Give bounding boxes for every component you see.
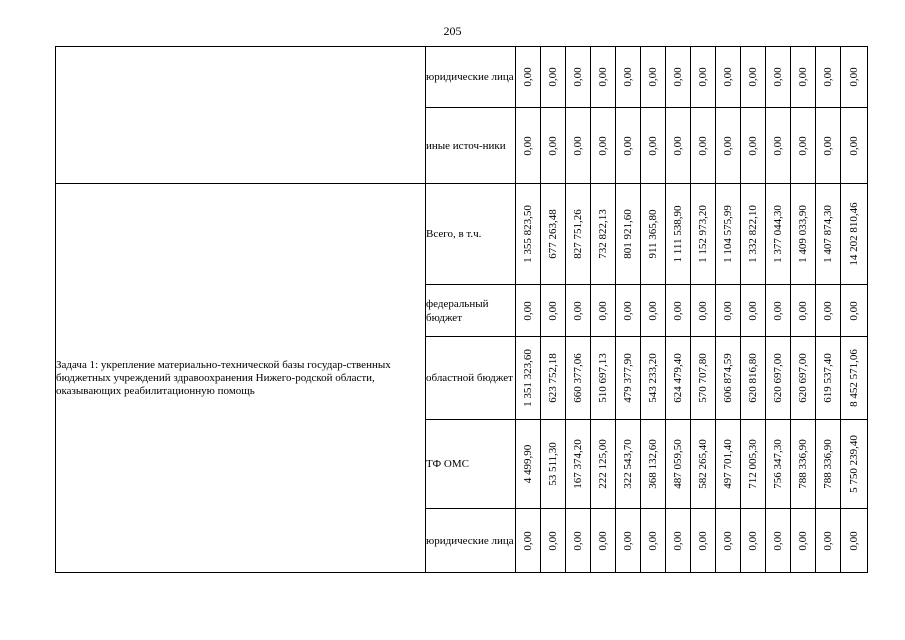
value-text: 0,00 [697,530,709,551]
value-text: 0,00 [797,67,809,87]
value-text: 0,00 [647,530,659,551]
value-cell [516,420,541,509]
value-cell [791,509,816,573]
value-text: 0,00 [797,135,809,156]
value-text: 0,00 [672,530,684,551]
value-cell [591,509,616,573]
value-text: 620 816,80 [747,353,759,403]
value-text: 0,00 [672,300,684,321]
value-text: 5 750 239,40 [848,435,860,493]
task-description: Задача 1: укрепление материально-технической базы государ-ственных бюджетных учреждений здравоохранения Нижего-родской области, оказывающих реабилитационную помощь [56,184,426,573]
value-cell [666,184,691,285]
value-text: 620 697,00 [772,353,784,403]
value-cell [641,420,666,509]
value-text: 167 374,20 [572,439,584,489]
value-cell [541,47,566,108]
value-cell [566,184,591,285]
value-cell [616,47,641,108]
value-text: 0,00 [797,530,809,551]
value-text: 510 697,13 [597,353,609,403]
value-cell [791,184,816,285]
value-cell [816,184,841,285]
value-text: 479 377,90 [622,353,634,403]
value-cell [766,47,791,108]
value-text: 0,00 [622,530,634,551]
value-cell [741,509,766,573]
value-cell [641,47,666,108]
value-cell [616,184,641,285]
value-cell [716,337,741,420]
value-text: 0,00 [822,530,834,551]
value-cell [816,108,841,184]
value-text: 1 332 822,10 [747,205,759,263]
value-text: 14 202 810,46 [848,202,860,266]
value-cell [541,108,566,184]
value-cell [516,184,541,285]
value-cell [591,47,616,108]
value-text: 0,00 [522,530,534,551]
value-text: 0,00 [597,135,609,156]
value-text: 0,00 [797,300,809,321]
value-text: 0,00 [822,67,834,87]
value-text: 0,00 [697,135,709,156]
value-cell [741,337,766,420]
value-cell [666,509,691,573]
value-text: 1 409 033,90 [797,205,809,263]
value-cell [716,509,741,573]
value-cell [841,47,868,108]
value-cell [766,285,791,337]
value-cell [691,285,716,337]
value-cell [741,184,766,285]
value-cell [591,184,616,285]
value-text: 0,00 [547,530,559,551]
value-text: 8 452 571,06 [848,349,860,407]
value-cell [691,420,716,509]
value-text: 487 059,50 [672,439,684,489]
value-cell [516,285,541,337]
value-text: 0,00 [547,67,559,87]
value-text: 4 499,90 [522,444,534,484]
value-text: 1 355 823,50 [522,205,534,263]
value-cell [666,337,691,420]
value-text: 322 543,70 [622,439,634,489]
value-cell [766,108,791,184]
value-cell [841,420,868,509]
value-cell [766,337,791,420]
value-text: 624 479,40 [672,353,684,403]
value-cell [691,509,716,573]
value-cell [641,108,666,184]
value-text: 0,00 [572,300,584,321]
value-text: 788 336,90 [822,439,834,489]
value-text: 623 752,18 [547,353,559,403]
table-row [56,184,868,285]
value-cell [641,285,666,337]
value-text: 0,00 [747,67,759,87]
value-cell [541,509,566,573]
value-cell [516,509,541,573]
value-cell [566,108,591,184]
value-cell [641,509,666,573]
value-cell [541,337,566,420]
funding-source-label: областной бюджет [426,337,516,420]
value-text: 660 377,06 [572,353,584,403]
funding-source-label: иные источ-ники [426,108,516,184]
value-text: 0,00 [772,530,784,551]
value-text: 1 152 973,20 [697,205,709,263]
value-text: 1 351 323,60 [522,349,534,407]
value-text: 0,00 [597,530,609,551]
value-cell [566,509,591,573]
value-text: 827 751,26 [572,209,584,259]
value-text: 0,00 [697,300,709,321]
value-text: 911 365,80 [647,209,659,259]
value-cell [566,285,591,337]
value-cell [541,420,566,509]
value-cell [816,509,841,573]
value-cell [516,337,541,420]
value-cell [691,47,716,108]
value-text: 620 697,00 [797,353,809,403]
value-cell [516,47,541,108]
value-text: 606 874,59 [722,353,734,403]
value-cell [641,337,666,420]
value-text: 619 537,40 [822,353,834,403]
value-cell [566,420,591,509]
value-cell [566,337,591,420]
value-cell [791,108,816,184]
funding-source-label: Всего, в т.ч. [426,184,516,285]
value-cell [841,509,868,573]
value-text: 570 707,80 [697,353,709,403]
value-text: 0,00 [722,67,734,87]
value-text: 0,00 [848,67,860,87]
value-cell [716,108,741,184]
value-cell [791,337,816,420]
value-cell [541,285,566,337]
value-text: 677 263,48 [547,209,559,259]
value-cell [616,108,641,184]
value-cell [616,420,641,509]
value-text: 0,00 [722,135,734,156]
value-cell [716,285,741,337]
value-cell [816,47,841,108]
value-text: 0,00 [647,300,659,321]
value-text: 0,00 [722,530,734,551]
value-text: 0,00 [772,67,784,87]
table-body [56,47,868,573]
value-text: 0,00 [622,300,634,321]
value-cell [591,108,616,184]
value-text: 0,00 [597,300,609,321]
value-text: 0,00 [647,135,659,156]
value-cell [766,420,791,509]
funding-source-label: ТФ ОМС [426,420,516,509]
value-text: 0,00 [848,300,860,321]
value-text: 497 701,40 [722,439,734,489]
value-text: 582 265,40 [697,439,709,489]
value-text: 0,00 [547,300,559,321]
value-cell [616,337,641,420]
value-text: 222 125,00 [597,439,609,489]
table-row [56,47,868,108]
value-cell [741,108,766,184]
value-text: 756 347,30 [772,439,784,489]
funding-source-label: юридические лица [426,509,516,573]
value-text: 0,00 [772,135,784,156]
value-text: 0,00 [572,530,584,551]
funding-source-label: федеральный бюджет [426,285,516,337]
value-text: 0,00 [672,67,684,87]
value-text: 0,00 [747,135,759,156]
empty-description-cell [56,47,426,184]
value-cell [741,285,766,337]
value-cell [541,184,566,285]
value-text: 0,00 [848,135,860,156]
value-text: 1 104 575,99 [722,205,734,263]
value-cell [766,509,791,573]
value-text: 0,00 [772,300,784,321]
value-text: 801 921,60 [622,209,634,259]
value-text: 0,00 [747,530,759,551]
page-number: 205 [443,24,462,38]
value-cell [841,285,868,337]
value-text: 0,00 [522,135,534,156]
value-text: 1 111 538,90 [672,205,684,263]
value-text: 368 132,60 [647,439,659,489]
value-cell [841,184,868,285]
value-cell [691,337,716,420]
value-cell [666,285,691,337]
value-cell [666,108,691,184]
value-text: 0,00 [572,135,584,156]
value-cell [691,108,716,184]
value-text: 0,00 [848,530,860,551]
value-text: 0,00 [622,135,634,156]
budget-table [55,46,868,573]
value-cell [516,108,541,184]
value-cell [591,285,616,337]
value-text: 0,00 [572,67,584,87]
value-cell [666,47,691,108]
value-text: 0,00 [672,135,684,156]
value-text: 788 336,90 [797,439,809,489]
value-cell [716,420,741,509]
value-cell [591,337,616,420]
value-cell [816,420,841,509]
funding-source-label: юридические лица [426,47,516,108]
value-cell [741,420,766,509]
value-text: 0,00 [822,135,834,156]
value-cell [816,337,841,420]
value-cell [766,184,791,285]
value-cell [641,184,666,285]
value-text: 1 377 044,30 [772,205,784,263]
value-cell [616,509,641,573]
value-text: 543 233,20 [647,353,659,403]
value-text: 0,00 [522,300,534,321]
value-text: 0,00 [697,67,709,87]
value-cell [716,184,741,285]
value-cell [741,47,766,108]
value-cell [691,184,716,285]
value-text: 0,00 [822,300,834,321]
value-text: 0,00 [547,135,559,156]
value-cell [791,420,816,509]
value-cell [816,285,841,337]
value-text: 53 511,30 [547,442,559,486]
value-text: 0,00 [747,300,759,321]
value-cell [791,47,816,108]
value-text: 0,00 [522,67,534,87]
value-text: 732 822,13 [597,209,609,259]
value-text: 712 005,30 [747,439,759,489]
value-cell [716,47,741,108]
value-text: 0,00 [722,300,734,321]
value-cell [616,285,641,337]
value-cell [666,420,691,509]
value-text: 0,00 [597,67,609,87]
value-cell [591,420,616,509]
value-cell [566,47,591,108]
value-text: 0,00 [647,67,659,87]
value-cell [841,337,868,420]
value-cell [841,108,868,184]
value-cell [791,285,816,337]
value-text: 1 407 874,30 [822,205,834,263]
value-text: 0,00 [622,67,634,87]
